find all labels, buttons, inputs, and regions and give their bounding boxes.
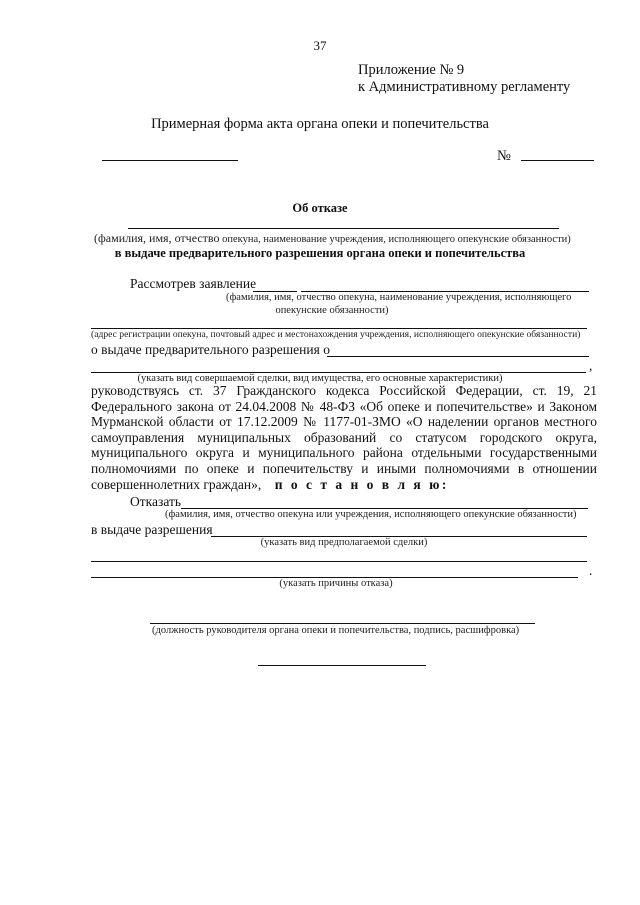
- deal-comma: ,: [589, 358, 593, 373]
- legal-basis-line: руководствуясь ст. 37 Гражданского кодекса Российской Федерации, ст. 19, 21: [91, 383, 597, 398]
- date-line: [102, 160, 238, 161]
- considered-hint-1: (фамилия, имя, отчество опекуна, наименование учреждения, исполняющего: [226, 292, 572, 303]
- about-issuance-label: о выдаче предварительного разрешения о: [91, 342, 330, 357]
- guardian-hint-rest: опекуна, наименование учреждения, исполняющего опекунские обязанности): [219, 234, 571, 245]
- page-number: 37: [313, 38, 327, 53]
- form-title: Примерная форма акта органа опеки и попечительства: [151, 116, 489, 132]
- resolve-word: п о с т а н о в л я ю:: [274, 476, 449, 492]
- considered-label: Рассмотрев заявление: [130, 276, 257, 291]
- legal-basis-line: Федерального закона от 24.04.2008 № 48-ФЗ «Об опеке и попечительстве» и Законом: [91, 398, 597, 414]
- appendix-line-1: Приложение № 9: [358, 62, 465, 78]
- refuse-hint: (фамилия, имя, отчество опекуна или учреждения, исполняющего опекунские обязанности): [165, 509, 577, 520]
- legal-basis-line: муниципального округа и муниципального района отдельными государственными: [91, 445, 597, 461]
- number-label: №: [497, 148, 511, 164]
- deal-hint: (указать вид совершаемой сделки, вид имущества, его основные характеристики): [137, 373, 503, 384]
- guardian-name-line: [128, 228, 559, 229]
- legal-basis-line: самоуправления муниципальных образований со статусом городского округа,: [91, 429, 597, 445]
- reasons-line-1: [91, 561, 587, 562]
- refuse-label: Отказать: [130, 494, 182, 509]
- seal-line: [258, 665, 426, 666]
- considered-hint-2: опекунские обязанности): [275, 305, 389, 316]
- decision-heading: Об отказе: [292, 201, 348, 215]
- number-line: [521, 160, 594, 161]
- permission-hint: (указать вид предполагаемой сделки): [260, 537, 428, 548]
- appendix-header: [358, 62, 570, 96]
- legal-basis-line: совершеннолетних граждан»,: [91, 476, 262, 492]
- issuance-heading: в выдаче предварительного разрешения органа опеки и попечительства: [114, 246, 526, 260]
- signature-hint: (должность руководителя органа опеки и попечительства, подпись, расшифровка): [152, 625, 520, 636]
- appendix-line-2: к Административному регламенту: [358, 79, 571, 95]
- permission-label: в выдаче разрешения: [91, 522, 213, 537]
- reasons-hint: (указать причины отказа): [279, 578, 393, 589]
- legal-basis-line: полномочиями по опеке и попечительству и иными полномочиями в отношении: [91, 460, 597, 476]
- guardian-hint-bold: (фамилия, имя, отчество: [94, 231, 220, 245]
- reasons-period: .: [589, 563, 593, 578]
- guardian-hint: [94, 231, 571, 246]
- legal-basis-line-last: [91, 477, 597, 493]
- legal-basis-paragraph: [91, 383, 597, 492]
- signature-line: [150, 623, 535, 624]
- about-issuance-line: [327, 356, 589, 357]
- legal-basis-line: Мурманской области от 17.12.2009 № 1177-01-ЗМО «О наделении органов местного: [91, 414, 597, 430]
- address-hint: (адрес регистрации опекуна, почтовый адрес и местонахождения учреждения, исполняющего опекунские обязанности): [91, 329, 581, 340]
